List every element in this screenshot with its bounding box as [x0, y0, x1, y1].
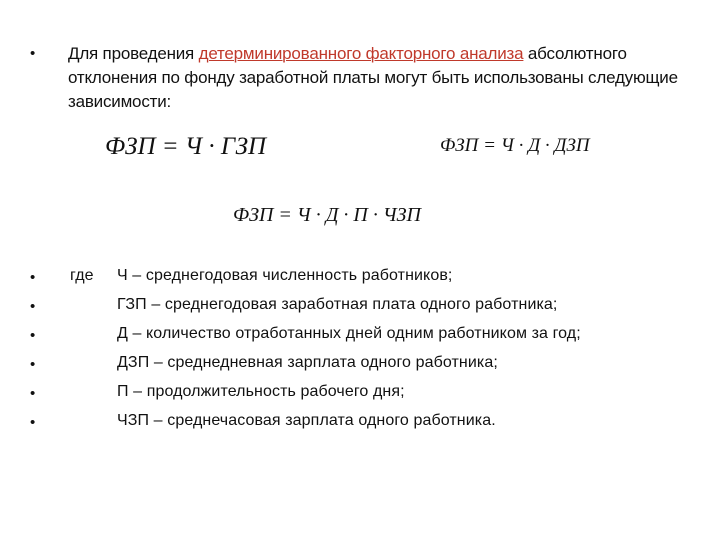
intro-line-2: отклонения по фонду заработной платы могут быть использованы следующие: [68, 68, 678, 87]
legend-text: ЧЗП – среднечасовая зарплата одного работника.: [117, 412, 496, 429]
intro-text-start: Для проведения: [68, 44, 199, 63]
legend-bullet: •: [30, 385, 36, 402]
legend-text: ДЗП – среднедневная зарплата одного работника;: [117, 354, 498, 371]
legend-text: Д – количество отработанных дней одним работником за год;: [117, 325, 581, 342]
legend-item: [0, 350, 720, 378]
legend-item: [0, 292, 720, 320]
legend-text: Ч – среднегодовая численность работников;: [117, 267, 453, 284]
legend-where-label: где: [70, 267, 94, 284]
intro-paragraph: [68, 42, 678, 114]
legend-bullet: •: [30, 414, 36, 431]
formula-fzp-chzp: ФЗП = Ч · Д · П · ЧЗП: [233, 204, 421, 226]
legend-bullet: •: [30, 269, 36, 286]
legend-item: [0, 379, 720, 407]
intro-highlight-term[interactable]: детерминированного факторного анализа: [198, 44, 524, 63]
intro-text-end: абсолютного: [523, 44, 627, 63]
legend-bullet: •: [30, 356, 36, 373]
legend-item: [0, 321, 720, 349]
legend-item: [0, 408, 720, 436]
legend-item: [0, 263, 720, 291]
formula-fzp-gzp: ФЗП = Ч · ГЗП: [105, 133, 267, 160]
intro-bullet: •: [30, 45, 36, 62]
legend-text: П – продолжительность рабочего дня;: [117, 383, 405, 400]
legend-text: ГЗП – среднегодовая заработная плата одного работника;: [117, 296, 558, 313]
legend-bullet: •: [30, 327, 36, 344]
formula-fzp-dzp: ФЗП = Ч · Д · ДЗП: [440, 135, 590, 156]
intro-line-3: зависимости:: [68, 92, 172, 111]
legend-bullet: •: [30, 298, 36, 315]
